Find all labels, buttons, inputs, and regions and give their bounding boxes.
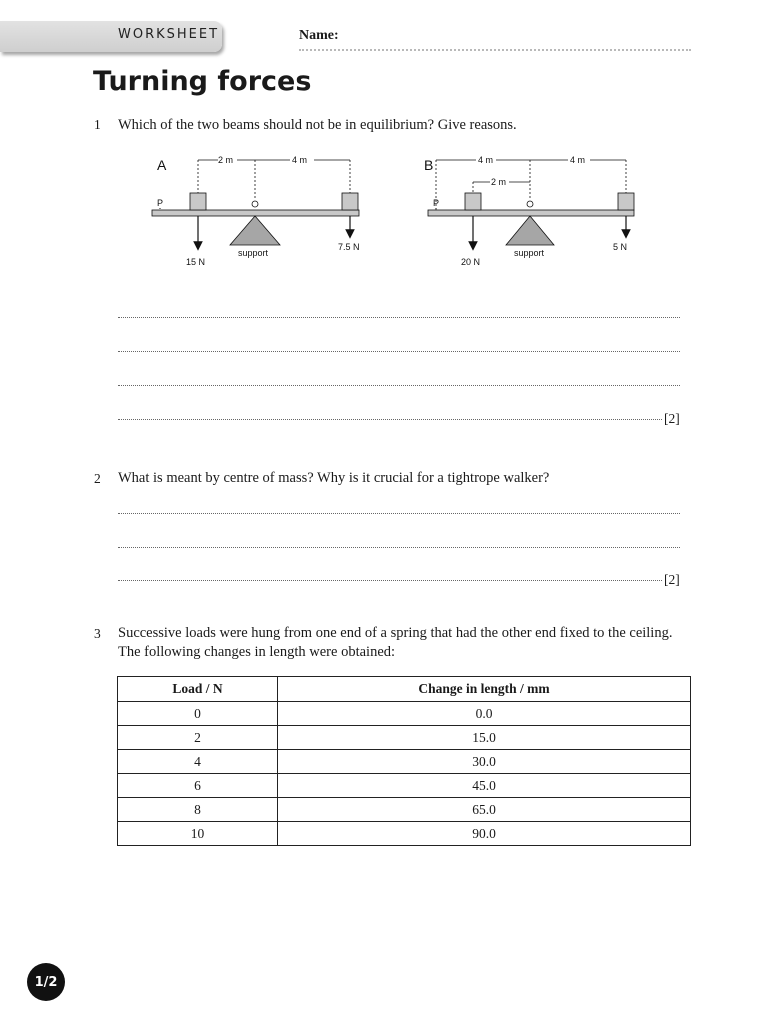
q2-answer-line-2[interactable]	[118, 547, 680, 548]
beam-a-support	[230, 216, 280, 245]
cell-change: 15.0	[278, 726, 691, 750]
beam-b-dist-top-left: 4 m	[478, 155, 494, 165]
beam-a-force-left: 15 N	[186, 257, 206, 267]
cell-load: 8	[118, 798, 278, 822]
load-extension-table	[117, 676, 691, 846]
q1-marks: [2]	[664, 411, 680, 426]
q1-answer-line-3[interactable]	[118, 385, 680, 386]
question-1-number: 1	[94, 117, 101, 132]
beam-b-support-label: support	[514, 248, 545, 258]
beam-b-force-right: 5 N	[613, 242, 628, 252]
table-row	[118, 750, 691, 774]
cell-load: 10	[118, 822, 278, 846]
beam-diagram	[140, 150, 660, 275]
cell-load: 4	[118, 750, 278, 774]
cell-change: 0.0	[278, 702, 691, 726]
table-row	[118, 702, 691, 726]
q1-answer-line-4[interactable]	[118, 419, 662, 420]
beam-b-pivot-label: P	[433, 198, 440, 208]
cell-change: 65.0	[278, 798, 691, 822]
question-2-text: What is meant by centre of mass? Why is it crucial for a tightrope walker?	[118, 470, 550, 486]
question-3-number: 3	[94, 626, 101, 641]
question-3-text-line-2: The following changes in length were obtained:	[118, 644, 396, 660]
page-number-badge: 1/2	[27, 963, 65, 1001]
table-row	[118, 774, 691, 798]
worksheet-tab	[0, 21, 222, 52]
table-row	[118, 822, 691, 846]
col-header-load: Load / N	[118, 677, 278, 702]
beam-b-mass-left	[465, 193, 481, 210]
cell-load: 2	[118, 726, 278, 750]
beam-b-force-left: 20 N	[461, 257, 481, 267]
beam-b-mass-right	[618, 193, 634, 210]
beam-a-support-label: support	[238, 248, 269, 258]
table-row	[118, 726, 691, 750]
page-title: Turning forces	[93, 66, 312, 97]
beam-a-mass-left	[190, 193, 206, 210]
worksheet-tab-label: WORKSHEET	[118, 27, 220, 42]
beam-b-label: B	[424, 157, 434, 173]
name-field-line	[299, 49, 691, 51]
beam-a-label: A	[157, 157, 167, 173]
beam-a	[152, 155, 360, 267]
cell-load: 0	[118, 702, 278, 726]
question-1-text: Which of the two beams should not be in equilibrium? Give reasons.	[118, 117, 517, 133]
beam-a-force-right: 7.5 N	[338, 242, 360, 252]
question-3-text-line-1: Successive loads were hung from one end of a spring that had the other end fixed to the ceiling.	[118, 625, 673, 641]
q1-answer-line-1[interactable]	[118, 317, 680, 318]
beam-b	[424, 155, 634, 267]
beam-a-mass-right	[342, 193, 358, 210]
q2-answer-line-1[interactable]	[118, 513, 680, 514]
cell-change: 90.0	[278, 822, 691, 846]
table-row	[118, 798, 691, 822]
cell-change: 30.0	[278, 750, 691, 774]
q1-answer-line-2[interactable]	[118, 351, 680, 352]
question-2-number: 2	[94, 471, 101, 486]
beam-b-support	[506, 216, 554, 245]
col-header-change: Change in length / mm	[278, 677, 691, 702]
name-label: Name:	[299, 28, 339, 43]
q2-marks: [2]	[664, 572, 680, 587]
beam-a-dist-left: 2 m	[218, 155, 234, 165]
beam-b-dist-top-right: 4 m	[570, 155, 586, 165]
beam-a-pivot-label: P	[157, 198, 164, 208]
table-header-row	[118, 677, 691, 702]
question-3-text	[118, 624, 693, 662]
q2-answer-line-3[interactable]	[118, 580, 662, 581]
beam-a-dist-right: 4 m	[292, 155, 308, 165]
cell-load: 6	[118, 774, 278, 798]
beam-b-dist-inner: 2 m	[491, 177, 507, 187]
cell-change: 45.0	[278, 774, 691, 798]
